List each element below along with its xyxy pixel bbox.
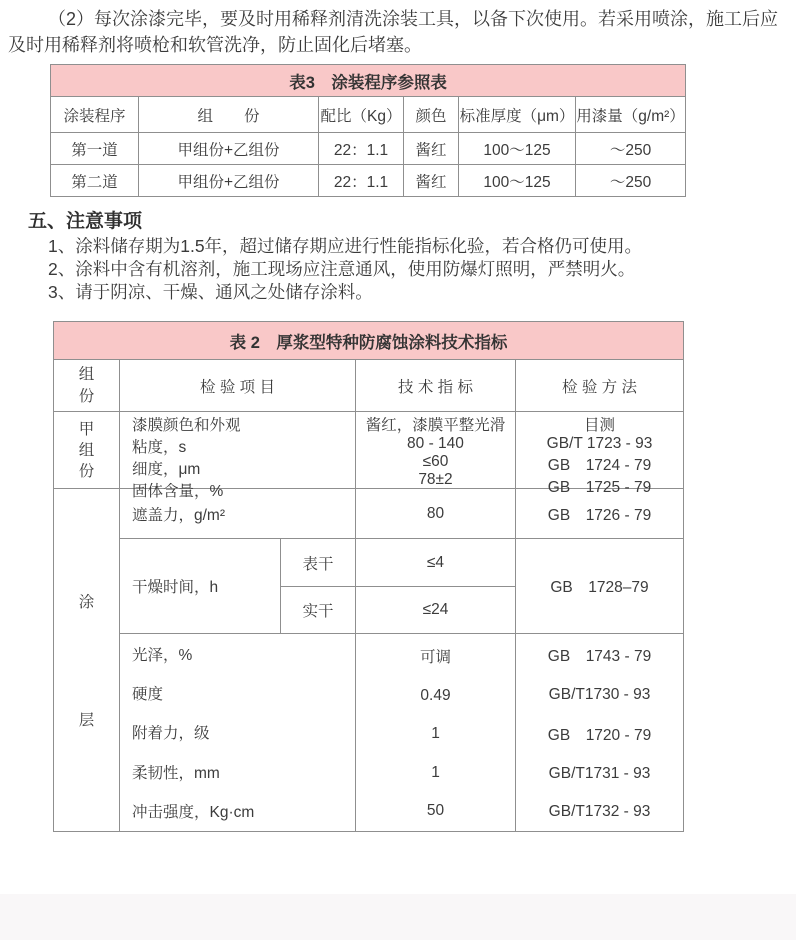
table-row-coating-props (54, 634, 684, 832)
drying-hard-label: 实干 (281, 587, 356, 634)
notes-list (48, 235, 796, 304)
spec-value: 78±2 (418, 470, 453, 488)
coating-label (54, 489, 120, 832)
spec-method: GB 1725 - 79 (547, 478, 652, 496)
t3-cell: ～250 (576, 133, 686, 165)
spec-item: 冲击强度，Kg·cm (132, 803, 255, 821)
spec-value: 0.49 (420, 687, 451, 705)
group-a-items (120, 412, 356, 500)
page-footer-strip (0, 894, 796, 940)
t3-cell: 22：1.1 (319, 165, 404, 197)
intro-line: 及时用稀释剂将喷枪和软管洗净，防止固化后堵塞。 (8, 35, 422, 55)
coating-char: 层 (78, 712, 95, 729)
spec-item: 漆膜颜色和外观 (132, 416, 241, 434)
table2-title: 表 2 厚浆型特种防腐蚀涂料技术指标 (54, 322, 684, 360)
covering-method: GB 1726 - 79 (516, 489, 684, 539)
drying-hard-value: ≤24 (356, 587, 516, 634)
table3-header-ratio: 配比（Kg） (319, 97, 404, 133)
table2-header-item: 检 验 项 目 (120, 360, 356, 412)
table2-technical-specs (53, 321, 684, 832)
spec-value: 1 (431, 725, 440, 743)
intro-paragraph (8, 6, 788, 58)
spec-method: GB 1724 - 79 (547, 456, 652, 474)
spec-item: 附着力，级 (132, 725, 210, 743)
t3-cell: 甲组份+乙组份 (139, 133, 319, 165)
table-row-group-a (54, 412, 684, 489)
group-a-char: 份 (78, 462, 95, 480)
group-a-char: 甲 (78, 420, 95, 438)
spec-item: 粘度，s (132, 438, 187, 456)
covering-value: 80 (356, 489, 516, 539)
t3-cell: ～250 (576, 165, 686, 197)
spec-method: GB 1743 - 79 (547, 648, 652, 666)
drying-method: GB 1728–79 (516, 539, 684, 634)
table2-header-component (54, 360, 120, 412)
spec-value: 可调 (419, 648, 451, 666)
spec-method: GB/T1731 - 93 (548, 765, 651, 783)
document-page (0, 6, 796, 940)
spec-value: 80 - 140 (407, 434, 464, 452)
spec-item: 硬度 (132, 686, 164, 704)
table3-header-component: 组 份 (139, 97, 319, 133)
spec-value: ≤60 (422, 452, 449, 470)
t3-cell: 100～125 (459, 133, 576, 165)
spec-value: 50 (426, 802, 445, 820)
coating-char: 涂 (78, 594, 95, 611)
t3-cell: 酱红 (404, 165, 459, 197)
note-item: 3、请于阴凉、干燥、通风之处储存涂料。 (48, 282, 373, 302)
header-component-char: 份 (78, 387, 95, 405)
group-a-char: 组 (78, 441, 95, 459)
t3-cell: 酱红 (404, 133, 459, 165)
group-a-label (54, 412, 120, 489)
group-a-values (356, 412, 516, 489)
spec-value: 酱红，漆膜平整光滑 (365, 416, 506, 434)
spec-item: 固体含量，% (132, 482, 224, 500)
drying-surface-value: ≤4 (356, 539, 516, 587)
spec-item: 细度，μm (132, 460, 201, 478)
note-item: 1、涂料储存期为1.5年，超过储存期应进行性能指标化验，若合格仍可使用。 (48, 236, 643, 256)
table3-coating-procedure (50, 64, 686, 197)
spec-method: 目测 (584, 416, 616, 434)
coating-methods (516, 634, 684, 832)
spec-method: GB/T1732 - 93 (548, 802, 651, 820)
t3-cell: 22：1.1 (319, 133, 404, 165)
group-a-methods (516, 412, 684, 496)
spec-method: GB/T1730 - 93 (548, 685, 651, 703)
table-row (51, 165, 686, 197)
spec-method: GB 1720 - 79 (547, 727, 652, 745)
spec-value: 1 (431, 763, 440, 781)
table3-header-thickness: 标准厚度（μm） (459, 97, 576, 133)
note-item: 2、涂料中含有机溶剂，施工现场应注意通风，使用防爆灯照明，严禁明火。 (48, 259, 636, 279)
t3-cell: 100～125 (459, 165, 576, 197)
table3-header-usage: 用漆量（g/m²） (576, 97, 686, 133)
header-component-char: 组 (78, 365, 95, 383)
coating-values (356, 634, 516, 832)
table3-title: 表3 涂装程序参照表 (51, 65, 686, 97)
table3-header-color: 颜色 (404, 97, 459, 133)
table-row (51, 133, 686, 165)
t3-cell: 第一道 (51, 133, 139, 165)
drying-surface-label: 表干 (281, 539, 356, 587)
table-row-drying-surface (54, 539, 684, 587)
covering-item: 遮盖力，g/m² (120, 489, 356, 539)
coating-items (120, 634, 356, 832)
t3-cell: 甲组份+乙组份 (139, 165, 319, 197)
section-heading-notes: 五、注意事项 (28, 211, 143, 232)
intro-line: （2）每次涂漆完毕，要及时用稀释剂清洗涂装工具，以备下次使用。若采用喷涂，施工后应 (48, 9, 779, 29)
table2-header-method: 检 验 方 法 (516, 360, 684, 412)
drying-item: 干燥时间，h (120, 539, 281, 634)
spec-method: GB/T 1723 - 93 (546, 434, 653, 452)
table2-header-indicator: 技 术 指 标 (356, 360, 516, 412)
spec-item: 柔韧性，mm (132, 764, 220, 782)
table3-header-procedure: 涂装程序 (51, 97, 139, 133)
spec-item: 光泽，% (132, 647, 193, 665)
t3-cell: 第二道 (51, 165, 139, 197)
